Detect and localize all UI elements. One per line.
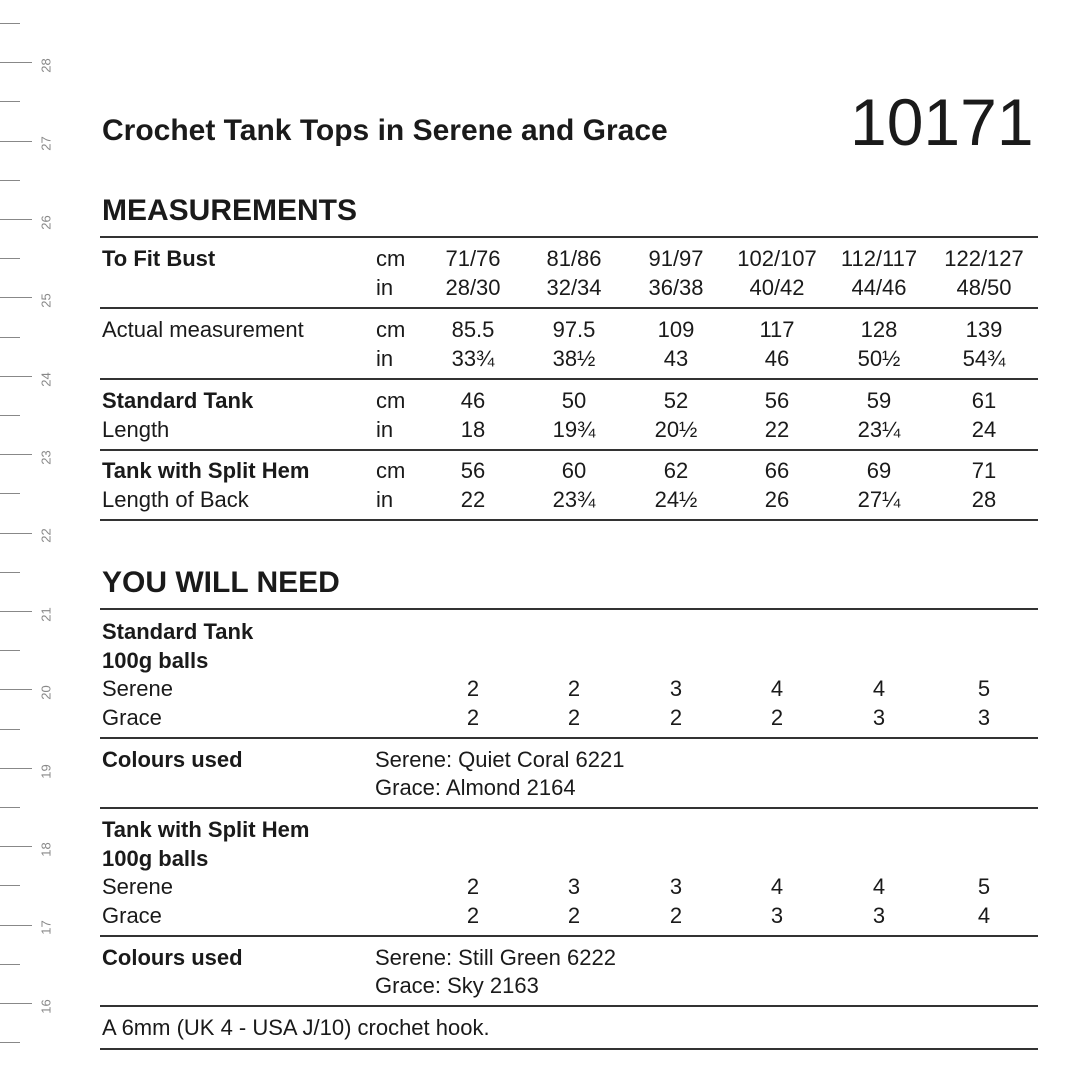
measurement-value: 48/50 bbox=[956, 275, 1012, 300]
measurement-value: 60 bbox=[561, 458, 587, 483]
yarn-name: Grace bbox=[102, 903, 162, 928]
measurement-value: 61 bbox=[971, 388, 997, 413]
ball-count: 2 bbox=[669, 903, 683, 928]
ball-count: 4 bbox=[872, 874, 886, 899]
ruler-tick bbox=[0, 689, 32, 690]
divider bbox=[100, 807, 1038, 809]
unit-label: cm bbox=[376, 388, 406, 413]
ball-count: 2 bbox=[770, 705, 784, 730]
measurement-value: 85.5 bbox=[451, 317, 495, 342]
measurement-value: 43 bbox=[663, 346, 689, 371]
measurement-value: 23¾ bbox=[552, 487, 596, 512]
divider bbox=[100, 449, 1038, 451]
divider bbox=[100, 307, 1038, 309]
measurement-value: 71 bbox=[971, 458, 997, 483]
colour-value: Serene: Quiet Coral 6221 bbox=[375, 747, 625, 772]
ball-count: 3 bbox=[669, 874, 683, 899]
unit-label: cm bbox=[376, 317, 406, 342]
ruler-tick bbox=[0, 807, 20, 808]
yarn-name: Serene bbox=[102, 874, 173, 899]
row-label: To Fit Bust bbox=[102, 246, 216, 271]
measurements-heading: MEASUREMENTS bbox=[102, 194, 358, 227]
row-label: Tank with Split Hem bbox=[102, 458, 310, 483]
ball-count: 2 bbox=[669, 705, 683, 730]
group-name: Tank with Split Hem bbox=[102, 817, 310, 842]
ruler-tick bbox=[0, 23, 20, 24]
ball-count: 3 bbox=[770, 903, 784, 928]
measurement-value: 71/76 bbox=[445, 246, 501, 271]
ruler-label: 19 bbox=[38, 764, 54, 779]
group-name: Standard Tank bbox=[102, 619, 254, 644]
divider bbox=[100, 378, 1038, 380]
ruler-label: 21 bbox=[38, 607, 54, 622]
measurement-value: 109 bbox=[657, 317, 695, 342]
ruler-tick bbox=[0, 101, 20, 102]
divider bbox=[100, 1048, 1038, 1050]
ruler-tick bbox=[0, 729, 20, 730]
measurement-value: 122/127 bbox=[944, 246, 1024, 271]
measurement-value: 27¼ bbox=[857, 487, 901, 512]
ball-count: 2 bbox=[567, 903, 581, 928]
colour-value: Serene: Still Green 6222 bbox=[375, 945, 616, 970]
ball-count: 3 bbox=[669, 676, 683, 701]
measurement-value: 33¾ bbox=[451, 346, 495, 371]
measurement-value: 24 bbox=[971, 417, 997, 442]
measurement-value: 26 bbox=[764, 487, 790, 512]
ball-count: 3 bbox=[977, 705, 991, 730]
measurement-value: 81/86 bbox=[546, 246, 602, 271]
ruler-tick bbox=[0, 258, 20, 259]
measurement-value: 22 bbox=[764, 417, 790, 442]
ruler-tick bbox=[0, 611, 32, 612]
row-label: Length of Back bbox=[102, 487, 249, 512]
ruler-tick bbox=[0, 337, 20, 338]
ball-count: 2 bbox=[466, 705, 480, 730]
unit-label: in bbox=[376, 417, 394, 442]
measurement-value: 19¾ bbox=[552, 417, 596, 442]
measurement-value: 59 bbox=[866, 388, 892, 413]
measurement-value: 52 bbox=[663, 388, 689, 413]
measurement-value: 56 bbox=[460, 458, 486, 483]
ball-count: 2 bbox=[466, 874, 480, 899]
row-label: Length bbox=[102, 417, 170, 442]
measurement-value: 102/107 bbox=[737, 246, 817, 271]
ball-count: 2 bbox=[466, 903, 480, 928]
yarn-name: Serene bbox=[102, 676, 173, 701]
measurement-value: 91/97 bbox=[648, 246, 704, 271]
measurement-value: 22 bbox=[460, 487, 486, 512]
unit-label: in bbox=[376, 346, 394, 371]
ruler-label: 25 bbox=[38, 293, 54, 308]
measurement-value: 139 bbox=[965, 317, 1003, 342]
unit-label: cm bbox=[376, 458, 406, 483]
ruler-tick bbox=[0, 62, 32, 63]
ruler-label: 27 bbox=[38, 136, 54, 151]
measurement-value: 38½ bbox=[552, 346, 596, 371]
divider bbox=[100, 737, 1038, 739]
ruler-label: 24 bbox=[38, 372, 54, 387]
colour-value: Grace: Almond 2164 bbox=[375, 775, 576, 800]
ruler-tick bbox=[0, 180, 20, 181]
ball-count: 4 bbox=[770, 676, 784, 701]
group-subtitle: 100g balls bbox=[102, 846, 209, 871]
ruler-label: 26 bbox=[38, 215, 54, 230]
ball-count: 4 bbox=[872, 676, 886, 701]
unit-label: in bbox=[376, 487, 394, 512]
ball-count: 3 bbox=[567, 874, 581, 899]
ruler-tick bbox=[0, 533, 32, 534]
ruler-tick bbox=[0, 846, 32, 847]
measurement-value: 69 bbox=[866, 458, 892, 483]
measurement-value: 46 bbox=[764, 346, 790, 371]
measurement-value: 50½ bbox=[857, 346, 901, 371]
ruler-tick bbox=[0, 376, 32, 377]
measurement-value: 54¾ bbox=[962, 346, 1006, 371]
ruler-tick bbox=[0, 964, 20, 965]
hook-note: A 6mm (UK 4 - USA J/10) crochet hook. bbox=[102, 1015, 490, 1040]
ruler-tick bbox=[0, 650, 20, 651]
ball-count: 3 bbox=[872, 705, 886, 730]
page-title: Crochet Tank Tops in Serene and Grace bbox=[102, 114, 668, 147]
ruler-label: 20 bbox=[38, 685, 54, 700]
ball-count: 3 bbox=[872, 903, 886, 928]
ball-count: 5 bbox=[977, 874, 991, 899]
measurement-value: 32/34 bbox=[546, 275, 602, 300]
measurement-value: 66 bbox=[764, 458, 790, 483]
ruler-tick bbox=[0, 493, 20, 494]
measurement-value: 44/46 bbox=[851, 275, 907, 300]
measurement-value: 62 bbox=[663, 458, 689, 483]
ruler-tick bbox=[0, 141, 32, 142]
measurement-value: 97.5 bbox=[552, 317, 596, 342]
ruler-tick bbox=[0, 885, 20, 886]
colours-label: Colours used bbox=[102, 747, 243, 772]
pattern-number: 10171 bbox=[850, 85, 1034, 159]
measurement-value: 128 bbox=[860, 317, 898, 342]
measurement-value: 18 bbox=[460, 417, 486, 442]
measurement-value: 46 bbox=[460, 388, 486, 413]
ruler-tick bbox=[0, 1042, 20, 1043]
ball-count: 2 bbox=[466, 676, 480, 701]
row-label: Standard Tank bbox=[102, 388, 254, 413]
ruler-tick bbox=[0, 572, 20, 573]
ruler-label: 28 bbox=[38, 58, 54, 73]
ruler-label: 17 bbox=[38, 920, 54, 935]
ball-count: 2 bbox=[567, 676, 581, 701]
measurement-value: 24½ bbox=[654, 487, 698, 512]
ruler-label: 18 bbox=[38, 842, 54, 857]
measurement-value: 40/42 bbox=[749, 275, 805, 300]
measurement-value: 117 bbox=[759, 317, 795, 342]
measurement-value: 28/30 bbox=[445, 275, 501, 300]
divider bbox=[100, 519, 1038, 521]
ruler-tick bbox=[0, 454, 32, 455]
ruler-tick bbox=[0, 768, 32, 769]
ruler-tick bbox=[0, 297, 32, 298]
yarn-name: Grace bbox=[102, 705, 162, 730]
row-label: Actual measurement bbox=[102, 317, 304, 342]
unit-label: in bbox=[376, 275, 394, 300]
ball-count: 4 bbox=[977, 903, 991, 928]
ball-count: 5 bbox=[977, 676, 991, 701]
ruler-tick bbox=[0, 925, 32, 926]
ruler-tick bbox=[0, 415, 20, 416]
divider bbox=[100, 1005, 1038, 1007]
you-will-need-heading: YOU WILL NEED bbox=[102, 566, 340, 599]
measurement-value: 23¼ bbox=[857, 417, 901, 442]
page-ruler bbox=[0, 0, 60, 1084]
divider bbox=[100, 236, 1038, 238]
divider bbox=[100, 608, 1038, 610]
measurement-value: 36/38 bbox=[648, 275, 704, 300]
group-subtitle: 100g balls bbox=[102, 648, 209, 673]
unit-label: cm bbox=[376, 246, 406, 271]
measurement-value: 20½ bbox=[654, 417, 698, 442]
colour-value: Grace: Sky 2163 bbox=[375, 973, 539, 998]
divider bbox=[100, 935, 1038, 937]
colours-label: Colours used bbox=[102, 945, 243, 970]
measurement-value: 28 bbox=[971, 487, 997, 512]
ruler-label: 23 bbox=[38, 450, 54, 465]
ball-count: 4 bbox=[770, 874, 784, 899]
ruler-tick bbox=[0, 219, 32, 220]
ruler-label: 22 bbox=[38, 528, 54, 543]
measurement-value: 112/117 bbox=[840, 246, 918, 271]
measurement-value: 56 bbox=[764, 388, 790, 413]
measurement-value: 50 bbox=[561, 388, 587, 413]
ruler-label: 16 bbox=[38, 999, 54, 1014]
ball-count: 2 bbox=[567, 705, 581, 730]
ruler-tick bbox=[0, 1003, 32, 1004]
